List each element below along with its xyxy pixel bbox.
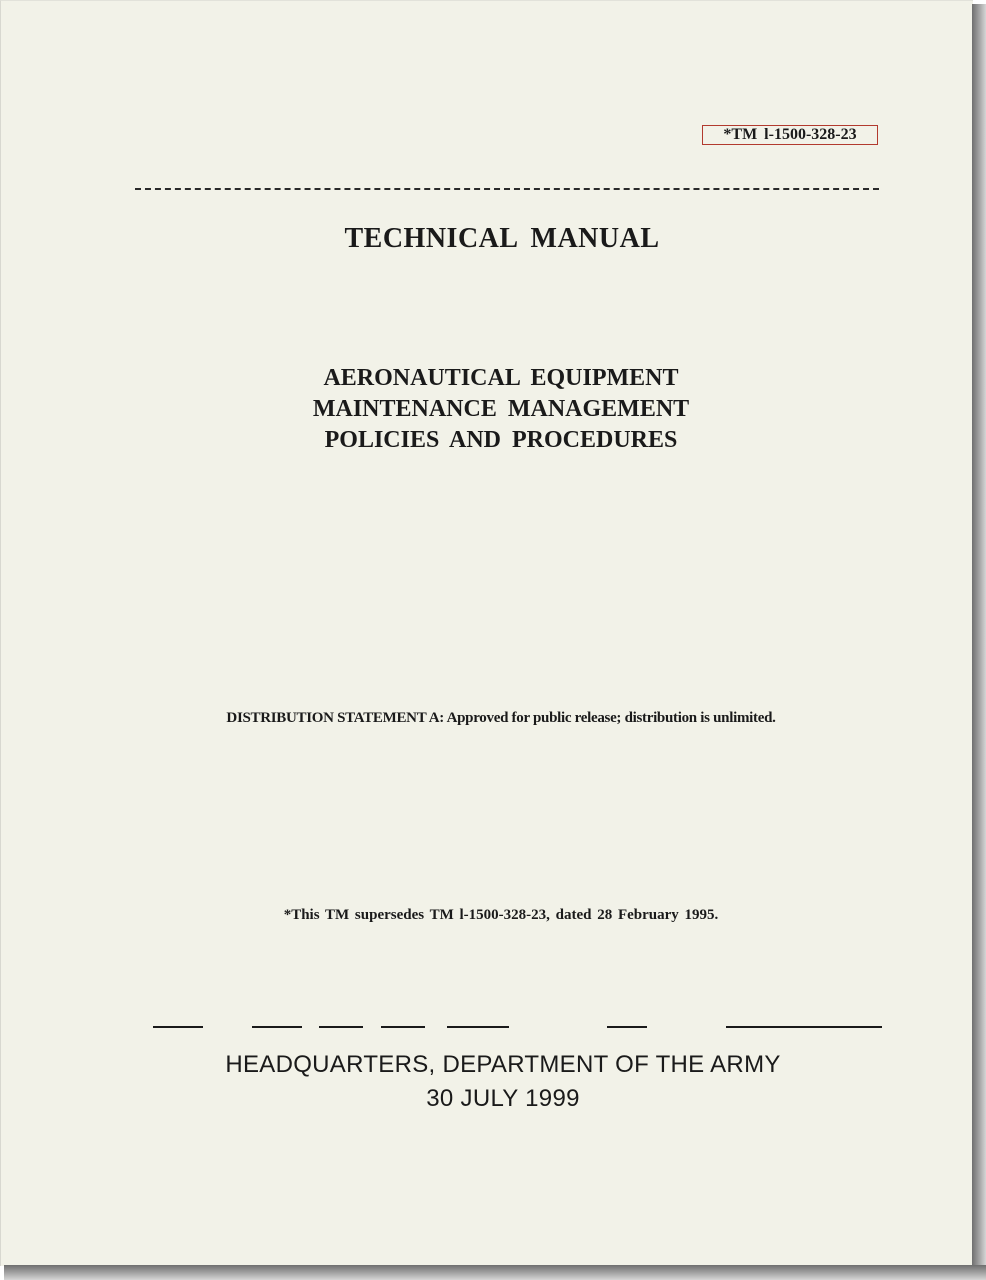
- title-line-3: POLICIES AND PROCEDURES: [324, 427, 678, 453]
- document-title: [1, 363, 986, 456]
- blank-line-5: [447, 1026, 509, 1028]
- document-type-heading: TECHNICAL MANUAL: [344, 223, 660, 254]
- tm-number-box: *TM l-1500-328-23: [702, 125, 878, 145]
- blank-line-2: [252, 1026, 302, 1028]
- blank-line-3: [319, 1026, 363, 1028]
- supersedes-note: *This TM supersedes TM l-1500-328-23, dated 28 February 1995.: [283, 907, 719, 923]
- blank-line-7: [726, 1026, 882, 1028]
- dashed-separator: [135, 188, 879, 190]
- distribution-statement: DISTRIBUTION STATEMENT A: Approved for public release; distribution is unlimited.: [226, 710, 776, 726]
- blank-line-1: [153, 1026, 203, 1028]
- blank-line-4: [381, 1026, 425, 1028]
- page-shadow-bottom: [4, 1265, 986, 1280]
- title-line-1: AERONAUTICAL EQUIPMENT: [323, 365, 679, 391]
- title-line-2: MAINTENANCE MANAGEMENT: [312, 396, 690, 422]
- page-shadow-right: [972, 4, 986, 1280]
- blank-line-6: [607, 1026, 647, 1028]
- issuer-headquarters: HEADQUARTERS, DEPARTMENT OF THE ARMY: [225, 1051, 781, 1078]
- publication-date: 30 JULY 1999: [426, 1085, 580, 1112]
